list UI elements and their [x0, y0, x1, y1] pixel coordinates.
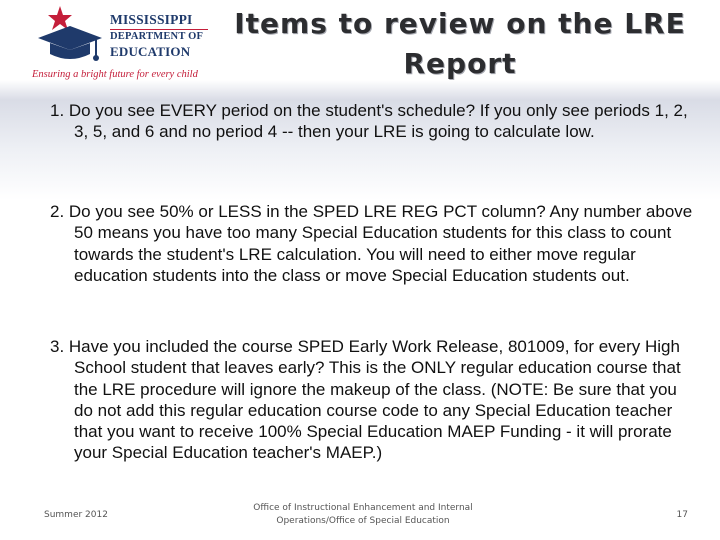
- page-number: 17: [676, 510, 688, 520]
- logo-line-education: EDUCATION: [110, 44, 191, 59]
- logo-tagline: Ensuring a bright future for every child: [32, 69, 198, 80]
- footer-date: Summer 2012: [44, 510, 108, 520]
- list-item: [50, 100, 700, 143]
- logo-line-state: MISSISSIPPI: [110, 12, 193, 27]
- slide-title: Items to review on the LRE Report: [234, 7, 686, 80]
- list-item-text: 2. Do you see 50% or LESS in the SPED LRE REG PCT column? Any number above 50 means you have too many Special Education students for this class to count towards the student's LRE calculation. You will need to either move regular education students into the class or move Special Education students out.: [50, 202, 693, 285]
- footer-office: Office of Instructional Enhancement and Internal Operations/Office of Special Education: [253, 503, 473, 526]
- mde-logo: [30, 4, 210, 84]
- logo-divider: [110, 29, 208, 30]
- logo-line-department: DEPARTMENT OF: [110, 31, 204, 42]
- list-item: [50, 201, 700, 286]
- list-item-text: 3. Have you included the course SPED Early Work Release, 801009, for every High School student that leaves early? This is the ONLY regular education course that the LRE procedure will ignore the makeup of the class. (NOTE: Be sure that you do not add this regular education course code to any Special Education teacher that you want to receive 100% Special Education MAEP Funding - it will prorate your Special Education teacher's MAEP.): [50, 337, 681, 463]
- list-item-text: 1. Do you see EVERY period on the student's schedule? If you only see periods 1, 2, 3, 5, and 6 and no period 4 -- then your LRE is going to calculate low.: [50, 101, 688, 142]
- graduation-cap-star-icon: [30, 4, 108, 66]
- list-item: [50, 336, 700, 464]
